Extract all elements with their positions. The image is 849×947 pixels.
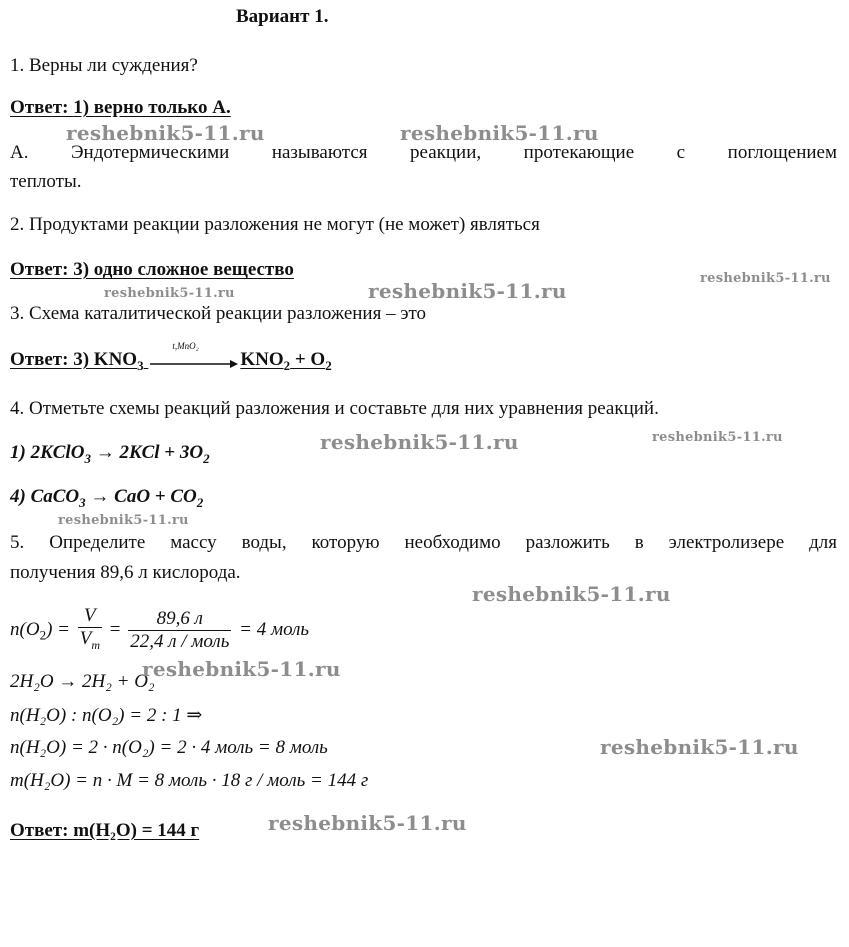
watermark: reshebnik5-11.ru <box>66 121 265 145</box>
answer-5: Ответ: m(H₂O) = 144 г <box>10 820 200 841</box>
reaction-2-right: → CaO + CO <box>85 486 197 507</box>
calc-n-o2-lhs-close: ) = <box>46 618 75 640</box>
reaction-2-sub-1: 3 <box>79 494 86 510</box>
reaction-1-left: 1) 2KClO <box>10 442 85 463</box>
answer-3 <box>10 340 332 374</box>
watermark: reshebnik5-11.ru <box>652 430 783 445</box>
reaction-2-sub-2: 2 <box>196 494 204 510</box>
arrow-label: t,MnO₂ <box>172 340 199 351</box>
question-5-line-1: 5. Определите массу воды, которую необходимо разложить в электролизере для <box>10 532 837 553</box>
fraction-vm-base: V <box>79 628 92 649</box>
reaction-1-sub-1: 3 <box>84 450 91 466</box>
page-title: Вариант 1. <box>236 6 329 27</box>
watermark: reshebnik5-11.ru <box>268 811 467 835</box>
question-4: 4. Отметьте схемы реакций разложения и составьте для них уравнения реакций. <box>10 398 659 419</box>
fraction-vm-sub: m <box>91 637 100 652</box>
watermark: reshebnik5-11.ru <box>472 582 671 606</box>
fraction-vm <box>78 628 102 656</box>
reaction-1-sub-2: 2 <box>203 450 210 466</box>
calc-m-h2o: m(H₂O) = n · M = 8 моль · 18 г / моль = 144 г <box>10 770 369 791</box>
reaction-1-right: → 2KCl + 3O <box>90 442 204 463</box>
answer-3-sub: 3 <box>137 357 144 373</box>
watermark: reshebnik5-11.ru <box>142 657 341 681</box>
question-2: 2. Продуктами реакции разложения не могут (не может) являться <box>10 214 540 235</box>
fraction-v: V <box>78 605 102 628</box>
calc-ratio: n(H₂O) : n(O₂) = 2 : 1 ⇒ <box>10 705 203 726</box>
watermark: reshebnik5-11.ru <box>320 430 519 454</box>
question-3: 3. Схема каталитической реакции разложения – это <box>10 303 427 324</box>
answer-1: Ответ: 1) верно только А. <box>10 97 231 118</box>
watermark: reshebnik5-11.ru <box>368 279 567 303</box>
calc-equation: 2H₂O → 2H₂ + O₂ <box>10 671 155 692</box>
fraction-volume: 89,6 л <box>128 608 231 631</box>
statement-a-line-2: теплоты. <box>10 171 82 192</box>
watermark: reshebnik5-11.ru <box>700 271 831 286</box>
watermark: reshebnik5-11.ru <box>400 121 599 145</box>
watermark: reshebnik5-11.ru <box>58 513 189 528</box>
answer-3-prefix: Ответ: 3) KNO <box>10 349 138 370</box>
answer-3-product-1: KNO <box>240 349 284 370</box>
question-5-line-2: получения 89,6 л кислорода. <box>10 562 241 583</box>
calc-n-o2-lhs: n(O <box>10 618 40 640</box>
calc-n-h2o: n(H₂O) = 2 · n(O₂) = 2 · 4 моль = 8 моль <box>10 737 328 758</box>
calc-n-o2: $n(O_2)$ = $\frac{V}{V_m}$ = $\frac{89,6 л}{\text{22,4 л / моль}}$ = 4 моль <box>10 605 309 656</box>
watermark: reshebnik5-11.ru <box>104 286 235 301</box>
answer-2: Ответ: 3) одно сложное вещество <box>10 259 294 280</box>
reaction-2 <box>10 486 203 511</box>
answer-3-sub-3: 2 <box>325 357 332 373</box>
statement-a-line-1: А. Эндотермическими называются реакции, протекающие с поглощением <box>10 142 837 163</box>
watermark: reshebnik5-11.ru <box>600 735 799 759</box>
calc-n-o2-result: = 4 моль <box>239 618 310 640</box>
fraction-v-vm <box>78 605 102 656</box>
fraction-molar-volume: 22,4 л / моль <box>130 630 230 652</box>
catalytic-arrow-icon <box>150 340 238 369</box>
answer-3-sub-2: 2 <box>283 357 291 373</box>
answer-3-product-2: + O <box>290 349 326 370</box>
fraction-values <box>128 608 231 653</box>
reaction-2-left: 4) CaCO <box>10 486 80 507</box>
question-1: 1. Верны ли суждения? <box>10 55 198 76</box>
reaction-1 <box>10 442 210 467</box>
